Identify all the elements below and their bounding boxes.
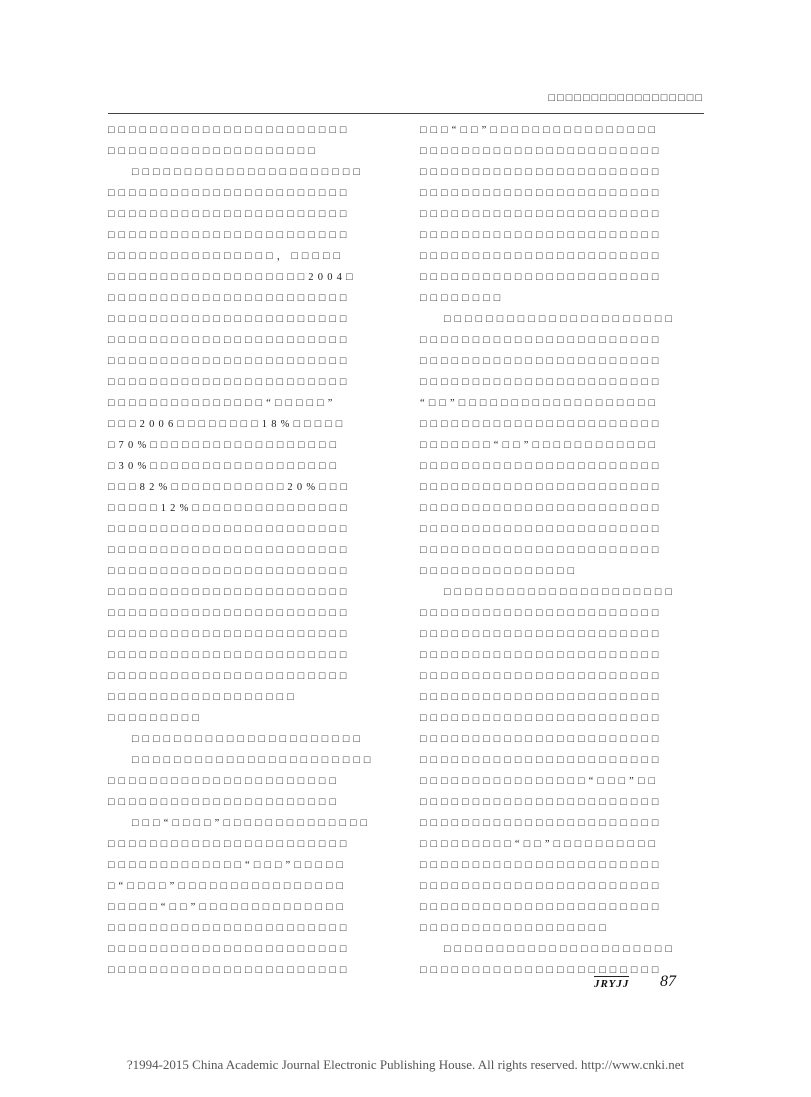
text-line: □□□□□□□□□□□□□□□□□□□□□□□ [420, 188, 663, 199]
text-line: □70%□□□□□□□□□□□□□□□□□□ [108, 440, 341, 451]
text-line: □□□□□□□□□“□□”□□□□□□□□□□ [420, 839, 660, 850]
text-line: □□□2006□□□□□□□□18%□□□□□ [108, 419, 347, 430]
text-line: □□□□□□□□□□□□□□□□□□□□□□□ [108, 629, 351, 640]
text-line: □□□□□□□□□□□□□□□□□□□□□□□ [420, 608, 663, 619]
text-line: □□□□□□□□□□□□□□□□□□□□□□□ [108, 230, 351, 241]
text-line: □□□□□□□□□□□□□□□□□□□□□□□ [420, 503, 663, 514]
text-line: □□□□□□□□□□□□□□□□，□□□□□ [108, 251, 345, 262]
text-line: □□□□□□□□□□□□□□□□□□□□□□□ [108, 608, 351, 619]
text-line: □□□□□□□□□□□□□□□ [420, 566, 579, 577]
text-line: □□□□□□□□□□□□□□□□□□□□□□□ [420, 209, 663, 220]
journal-logo: JRYJJ [594, 978, 630, 990]
text-line: □□□□□□□□ [420, 293, 505, 304]
text-line: □□□□□□□□□□□□□□□□□□□□□□□ [108, 545, 351, 556]
text-line: □□□□□□□□□□□□□□□□□□□□□□□ [420, 692, 663, 703]
running-header: □□□□□□□□□□□□□□□□□□ [548, 92, 704, 104]
text-line: □□□□□□□□□□□□□□□□□□□□□□ [108, 776, 340, 787]
text-line: □□□□□□□□□□□□□□□□□□□□□□□ [420, 650, 663, 661]
text-line: □□□□□□□□□□□□□□□□□□□□□□□ [420, 629, 663, 640]
text-line: □□□□□□□□□□□□□□□□“□□□”□□ [420, 776, 660, 787]
text-line: □□□□□□□□□□□□□□□□□□ [420, 923, 610, 934]
text-line: □□□□□□□□□□□□□□□□□□□□□□□ [108, 944, 351, 955]
text-line: □□□□□□□□□□□□□□□□□□□□□□□ [108, 293, 351, 304]
text-line: □□□□□□□□□□□□□□□□□□□□□□□ [108, 377, 351, 388]
text-line: □□□“□□□□”□□□□□□□□□□□□□□ [132, 818, 372, 829]
text-line: □□□□□□□□□□□□□□□□□□□□□□ [132, 734, 364, 745]
text-line: □□□□□□□□□□□□□□□□□□□□□□□ [420, 860, 663, 871]
copyright-line: ?1994-2015 China Academic Journal Electronic Publishing House. All rights reserved. http://www.cnki.net [126, 1057, 685, 1072]
right-column [420, 120, 704, 981]
text-line: □□□□□□□□□□□□□□□□□□□□□□□ [108, 566, 351, 577]
text-line: □□□□□□□□□□□□□□□□□□□□□□□ [420, 818, 663, 829]
text-line: □□□□□□□□□□□□□□□□□□□□□□□ [108, 965, 351, 976]
text-line: □□□□□□□□□□□□□□□□□□□□□□ [444, 944, 676, 955]
text-line: □□□□□□□□□□□□□□□□□□□□□□□ [420, 671, 663, 682]
text-line: □□□□□□□□□□□□□□□□□□□□□□□ [108, 356, 351, 367]
text-line: □□□□□□□□□□□□□□□□□□□□□□□ [420, 755, 663, 766]
text-line: □□□□□□□□□□□□□□□□□□□□□□□ [420, 965, 663, 976]
text-line: □□□□□□□□□□□□□□□□□□□□□□□ [420, 335, 663, 346]
left-column [108, 120, 392, 981]
text-line: □□□82%□□□□□□□□□□□20%□□□ [108, 482, 351, 493]
text-line: □□□□□□□□□□□□□“□□□”□□□□□ [108, 860, 348, 871]
text-line: □□□□□□□□□□□□□□□□□□□□□□□ [108, 650, 351, 661]
header-rule [108, 113, 704, 114]
text-line: □□□□□□□□□□□□□□□□□□□□□□□ [420, 713, 663, 724]
text-line: □□□□□□□□□□□□□□□□□□□□□□□ [420, 797, 663, 808]
text-line: □□□□□□□□□□□□□□□□□□□□□□□ [420, 482, 663, 493]
text-line: □□□□□□□□□□□□□□□“□□□□□” [108, 398, 337, 409]
text-line: □□□□□□□□□□□□□□□□□□□□□□□ [420, 377, 663, 388]
text-line: □30%□□□□□□□□□□□□□□□□□□ [108, 461, 341, 472]
text-line: □□□□□□□□□□□□□□□□□□ [108, 692, 298, 703]
text-line: □□□□□□□“□□”□□□□□□□□□□□□ [420, 440, 660, 451]
text-line: □□□□□□□□□□□□□□□□□□□□□□□ [108, 839, 351, 850]
text-line: □□□□□□□□□□□□□□□□□□□□□□□ [420, 734, 663, 745]
text-line: □□□□□□□□□□□□□□□□□□□□□□ [108, 797, 340, 808]
text-line: □□□□□□□□□□□□□□□□□□□2004□ [108, 272, 357, 283]
text-line: □□□□□□□□□□□□□□□□□□□□□□□ [420, 419, 663, 430]
text-line: □□□□□“□□”□□□□□□□□□□□□□□ [108, 902, 348, 913]
page-number: 87 [660, 973, 676, 990]
text-line: □□□□□□□□□□□□□□□□□□□□□□□ [420, 461, 663, 472]
text-line: □□□□□□□□□□□□□□□□□□□□□□□ [420, 167, 663, 178]
text-line: □□□□□□□□□□□□□□□□□□□□□□□ [108, 188, 351, 199]
text-line: □□□□□□□□□□□□□□□□□□□□□□□ [108, 209, 351, 220]
text-line: □□□□□□□□□□□□□□□□□□□□□□□ [420, 272, 663, 283]
text-line: □□□□□12%□□□□□□□□□□□□□□□ [108, 503, 351, 514]
text-line: □□□□□□□□□□□□□□□□□□□□□□□ [420, 902, 663, 913]
text-line: □□□□□□□□□□□□□□□□□□□□□□□ [108, 524, 351, 535]
text-line: □□□□□□□□□□□□□□□□□□□□□□□ [420, 356, 663, 367]
text-line: □□□□□□□□□□□□□□□□□□□□□□□ [420, 146, 663, 157]
text-line: □□□□□□□□□□□□□□□□□□□□□□□ [108, 314, 351, 325]
text-line: “□□”□□□□□□□□□□□□□□□□□□□ [420, 398, 660, 409]
text-line: □□□□□□□□□□□□□□□□□□□□□□□ [420, 881, 663, 892]
text-line: □□□□□□□□□□□□□□□□□□□□□□□ [108, 587, 351, 598]
text-line: □□□“□□”□□□□□□□□□□□□□□□□ [420, 125, 660, 136]
text-line: □□□□□□□□□□□□□□□□□□□□□□ [444, 587, 676, 598]
text-line: □□□□□□□□□□□□□□□□□□□□□□□ [132, 755, 375, 766]
text-line: □□□□□□□□□□□□□□□□□□□□□□□ [108, 671, 351, 682]
text-line: □□□□□□□□□□□□□□□□□□□□□□□ [108, 923, 351, 934]
text-line: □□□□□□□□□ [108, 713, 203, 724]
text-line: □□□□□□□□□□□□□□□□□□□□□□ [132, 167, 364, 178]
text-line: □□□□□□□□□□□□□□□□□□□□□□□ [420, 524, 663, 535]
text-line: □“□□□□”□□□□□□□□□□□□□□□□ [108, 881, 348, 892]
text-line: □□□□□□□□□□□□□□□□□□□□□□□ [420, 230, 663, 241]
text-line: □□□□□□□□□□□□□□□□□□□□□□□ [108, 335, 351, 346]
text-line: □□□□□□□□□□□□□□□□□□□□ [108, 146, 319, 157]
text-line: □□□□□□□□□□□□□□□□□□□□□□ [444, 314, 676, 325]
text-line: □□□□□□□□□□□□□□□□□□□□□□□ [420, 545, 663, 556]
text-line: □□□□□□□□□□□□□□□□□□□□□□□ [420, 251, 663, 262]
text-line: □□□□□□□□□□□□□□□□□□□□□□□ [108, 125, 351, 136]
